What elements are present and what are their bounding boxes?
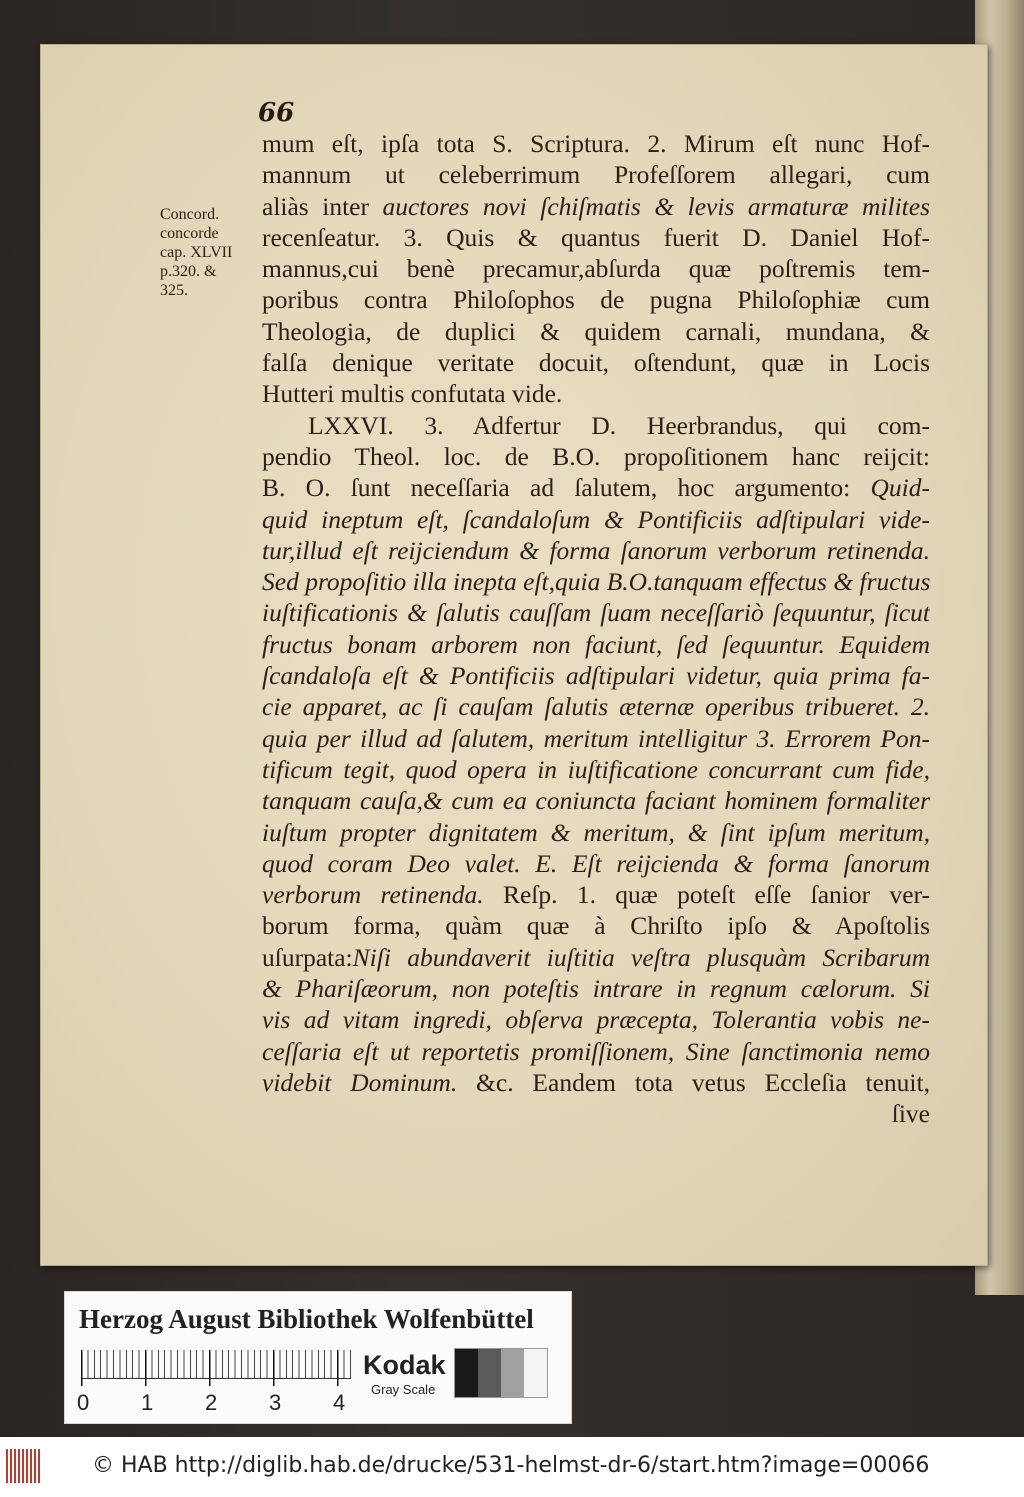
text-line	[262, 535, 930, 566]
text-line	[262, 691, 930, 722]
text-line	[262, 817, 930, 848]
ruler-numbers	[73, 1390, 373, 1416]
ruler-number: 0	[77, 1390, 90, 1415]
italic-text-run: videbit Dominum.	[262, 1067, 458, 1097]
text-line	[262, 723, 930, 754]
italic-text-run: fructus bonam arborem non faciunt, ſed ſequuntur. Equidem	[262, 629, 930, 659]
ruler-number: 2	[205, 1390, 218, 1415]
text-line	[262, 785, 930, 816]
italic-text-run: ſcandaloſa eſt & Pontificiis adſtipulari videtur, quia prima fa-	[262, 661, 930, 691]
margin-note-line: concorde	[160, 225, 219, 242]
italic-text-run: auctores novi ſchiſmatis & levis armaturæ milites	[382, 191, 930, 221]
barcode-icon	[6, 1449, 42, 1483]
text-line	[262, 660, 930, 691]
text-line	[262, 316, 930, 347]
italic-text-run: iuſtum propter dignitatem & meritum, & ſint ipſum meritum,	[262, 817, 930, 847]
gray-swatch	[478, 1349, 501, 1397]
gray-swatch	[455, 1349, 478, 1397]
text-line	[262, 378, 930, 409]
italic-text-run: cie apparet, ac ſi cauſam ſalutis æternæ operibus tribueret. 2.	[262, 692, 930, 722]
text-line	[262, 159, 930, 190]
ruler-major-ticks	[81, 1350, 351, 1386]
text-run: Reſp. 1. quæ poteſt eſſe ſanior ver-	[483, 880, 930, 910]
gray-scale-label: Gray Scale	[371, 1382, 436, 1397]
italic-text-run: Niſi abundaverit iuſtitia veſtra plusquàm Scribarum	[352, 942, 930, 972]
text-line	[262, 191, 930, 222]
text-run: mannus,cui benè precamur,abſurda quæ poſtremis tem-	[262, 254, 930, 284]
text-run: aliàs inter	[262, 191, 383, 221]
text-line	[262, 253, 930, 284]
italic-text-run: tanquam cauſa,& cum ea coniuncta faciant hominem formaliter	[262, 786, 930, 816]
margin-note-line: 325.	[160, 282, 188, 299]
kodak-brand: Kodak	[363, 1350, 446, 1380]
text-line	[262, 1067, 930, 1098]
text-line	[262, 1036, 930, 1067]
gray-scale-swatches	[454, 1348, 548, 1398]
text-line	[262, 128, 930, 159]
text-line	[262, 910, 930, 941]
page-number: 66	[258, 98, 295, 128]
text-line	[262, 1098, 930, 1129]
text-run: borum forma, quàm quæ à Chriſto ipſo & Apoſtolis	[262, 911, 930, 941]
italic-text-run: Sed propoſitio illa inepta eſt,quia B.O.tanquam effectus & fructus	[262, 567, 930, 597]
text-run: LXXVI. 3. Adfertur D. Heerbrandus, qui com-	[308, 410, 930, 440]
ruler-number: 4	[333, 1390, 346, 1415]
text-run: pendio Theol. loc. de B.O. propoſitionem hanc reijcit:	[262, 441, 930, 471]
margin-note-line: cap. XLVII	[160, 244, 233, 261]
margin-note-line: Concord.	[160, 206, 220, 223]
text-run: B. O. ſunt neceſſaria ad ſalutem, hoc argumento:	[262, 473, 871, 503]
text-run: uſurpata:	[262, 942, 353, 972]
text-line	[262, 1004, 930, 1035]
gray-swatch	[524, 1349, 547, 1397]
text-line	[262, 441, 930, 472]
text-line	[262, 566, 930, 597]
italic-text-run: ceſſaria eſt ut reportetis promiſſionem, Sine ſanctimonia nemo	[262, 1036, 930, 1066]
text-run: poribus contra Philoſophos de pugna Philoſophiæ cum	[262, 285, 930, 315]
text-line	[262, 284, 930, 315]
italic-text-run: tur,illud eſt reijciendum & forma ſanorum verborum retinenda.	[262, 535, 930, 565]
text-line	[262, 597, 930, 628]
italic-text-run: quia per illud ad ſalutem, meritum intelligitur 3. Errorem Pon-	[262, 723, 930, 753]
text-line	[262, 472, 930, 503]
library-label-card	[64, 1291, 572, 1424]
italic-text-run: tificum tegit, quod opera in iuſtificatione concurrant cum fide,	[262, 754, 930, 784]
footer-bar	[0, 1437, 1024, 1497]
text-run: mannum ut celeberrimum Profeſſorem allegari, cum	[262, 160, 930, 190]
italic-text-run: Quid-	[870, 473, 930, 503]
margin-note	[160, 205, 250, 300]
text-line	[262, 848, 930, 879]
text-run: mum eſt, ipſa tota S. Scriptura. 2. Mirum eſt nunc Hof-	[262, 129, 930, 158]
text-run: ſive	[891, 1099, 930, 1129]
italic-text-run: vis ad vitam ingredi, obſerva præcepta, Tolerantia vobis ne-	[262, 1005, 930, 1035]
text-line	[262, 942, 930, 973]
text-run: recenſeatur. 3. Quis & quantus fuerit D. Daniel Hof-	[262, 222, 930, 252]
text-run: falſa denique veritate docuit, oſtendunt, quæ in Locis	[262, 348, 930, 378]
italic-text-run: quod coram Deo valet. E. Eſt reijcienda & forma ſanorum	[262, 848, 930, 878]
text-line	[262, 504, 930, 535]
italic-text-run: & Phariſæorum, non poteſtis intrare in regnum cælorum. Si	[262, 974, 930, 1004]
margin-note-line: p.320. &	[160, 263, 217, 280]
footer-copyright-url[interactable]: © HAB http://diglib.hab.de/drucke/531-helmst-dr-6/start.htm?image=00066	[92, 1453, 930, 1478]
text-line	[262, 410, 930, 441]
body-text	[262, 128, 930, 1130]
text-line	[262, 222, 930, 253]
text-line	[262, 754, 930, 785]
italic-text-run: iuſtificationis & ſalutis cauſſam ſuam neceſſariò ſequuntur, ſicut	[262, 598, 930, 628]
text-line	[262, 973, 930, 1004]
library-name: Herzog August Bibliothek Wolfenbüttel	[79, 1304, 534, 1334]
gray-swatch	[501, 1349, 524, 1397]
text-line	[262, 879, 930, 910]
text-run: &c. Eandem tota vetus Eccleſia tenuit,	[457, 1067, 930, 1097]
text-run: Hutteri multis confutata vide.	[262, 379, 563, 409]
text-run: Theologia, de duplici & quidem carnali, mundana, &	[262, 316, 930, 346]
text-line	[262, 629, 930, 660]
ruler-number: 1	[141, 1390, 154, 1415]
ruler-number: 3	[269, 1390, 282, 1415]
text-line	[262, 347, 930, 378]
italic-text-run: quid ineptum eſt, ſcandaloſum & Pontificiis adſtipulari vide-	[262, 504, 930, 534]
italic-text-run: verborum retinenda.	[262, 880, 484, 910]
